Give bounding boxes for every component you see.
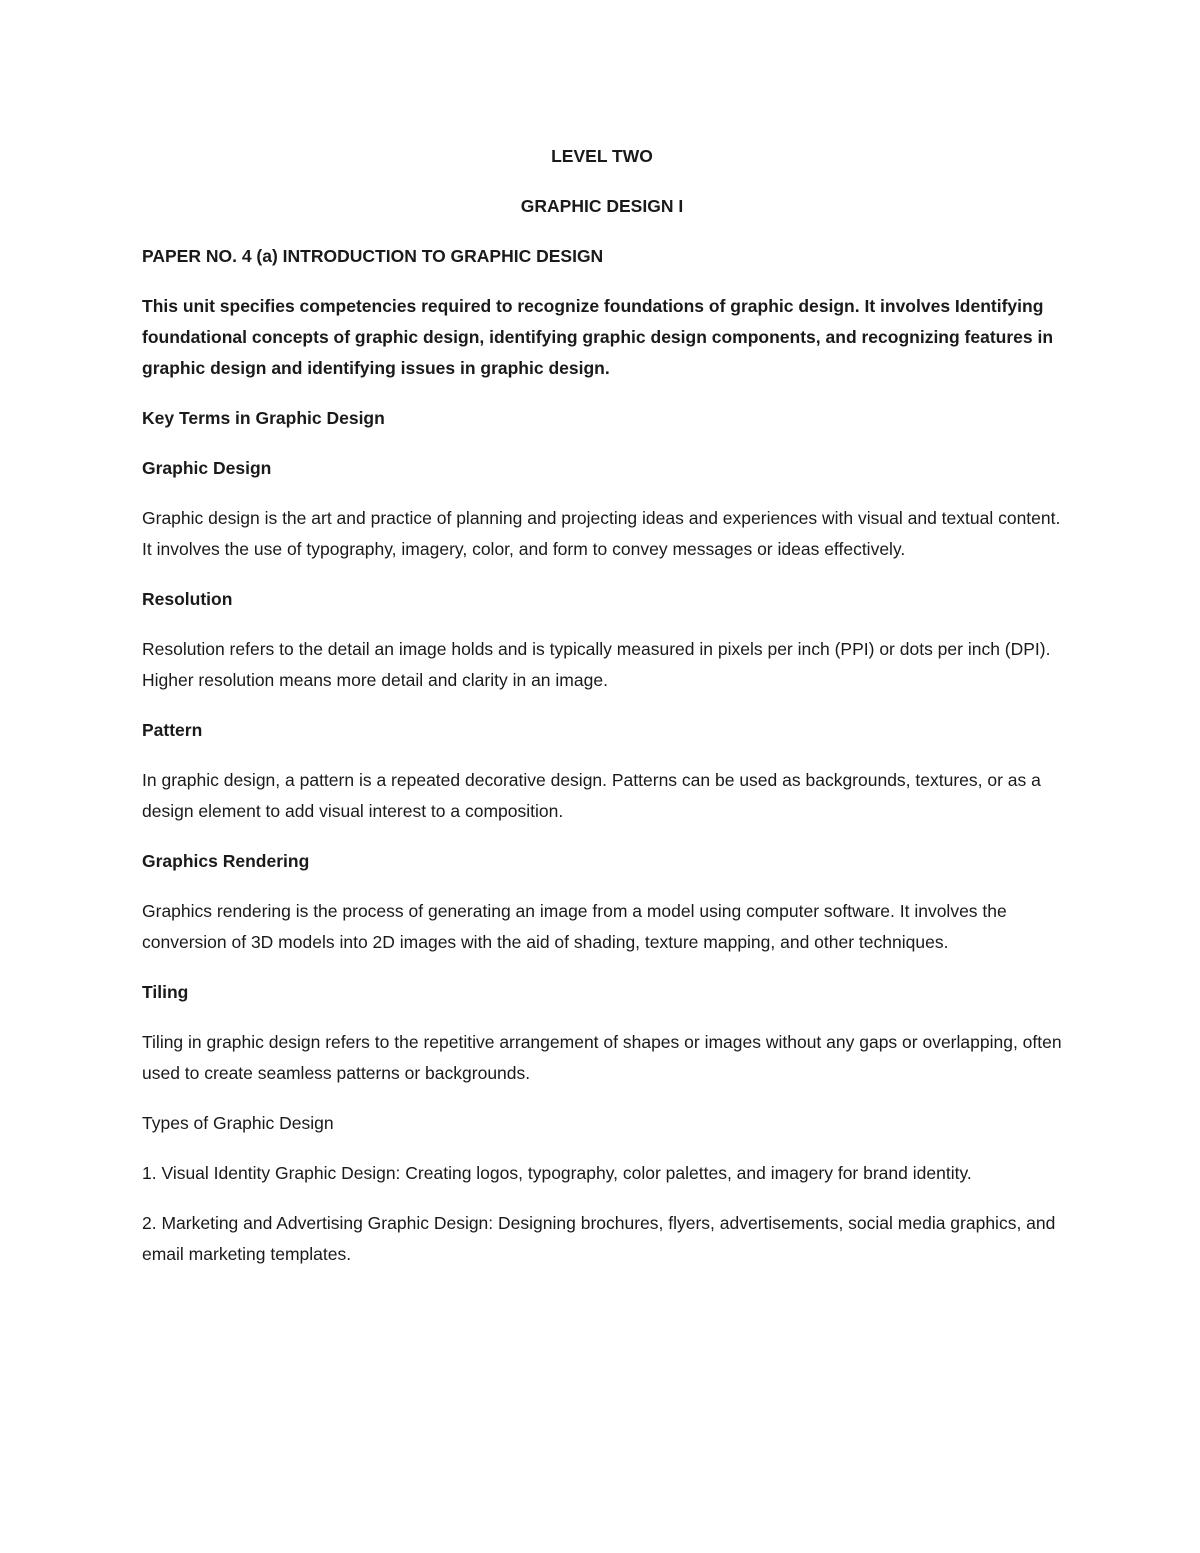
term-text-graphic-design: Graphic design is the art and practice of planning and projecting ideas and experiences with visual and textual content. It involves the use of typography, imagery, color, and form to convey messages or ideas effectively. bbox=[142, 508, 1061, 559]
term-title-graphics-rendering: Graphics Rendering bbox=[142, 851, 310, 871]
document-body bbox=[142, 141, 1062, 1289]
term-text-pattern: In graphic design, a pattern is a repeated decorative design. Patterns can be used as backgrounds, textures, or as a design element to add visual interest to a composition. bbox=[142, 770, 1041, 821]
term-title-graphic-design: Graphic Design bbox=[142, 458, 272, 478]
term-text-tiling: Tiling in graphic design refers to the repetitive arrangement of shapes or images without any gaps or overlapping, often used to create seamless patterns or backgrounds. bbox=[142, 1032, 1062, 1083]
term-title-tiling: Tiling bbox=[142, 982, 189, 1002]
type-item-visual-identity: 1. Visual Identity Graphic Design: Creating logos, typography, color palettes, and imagery for brand identity. bbox=[142, 1163, 972, 1183]
term-title-resolution: Resolution bbox=[142, 589, 233, 609]
course-heading: GRAPHIC DESIGN I bbox=[520, 196, 684, 216]
types-heading: Types of Graphic Design bbox=[142, 1113, 334, 1133]
level-heading: LEVEL TWO bbox=[551, 146, 653, 166]
paper-heading: PAPER NO. 4 (a) INTRODUCTION TO GRAPHIC DESIGN bbox=[142, 246, 604, 266]
term-title-pattern: Pattern bbox=[142, 720, 203, 740]
term-text-resolution: Resolution refers to the detail an image holds and is typically measured in pixels per inch (PPI) or dots per inch (DPI). Higher resolution means more detail and clarity in an image. bbox=[142, 639, 1051, 690]
term-text-graphics-rendering: Graphics rendering is the process of generating an image from a model using computer software. It involves the conversion of 3D models into 2D images with the aid of shading, texture mapping, and other techniques. bbox=[142, 901, 1007, 952]
key-terms-heading: Key Terms in Graphic Design bbox=[142, 408, 385, 428]
type-item-marketing: 2. Marketing and Advertising Graphic Design: Designing brochures, flyers, advertisements, social media graphics, and email marketing templates. bbox=[142, 1213, 1056, 1264]
intro-paragraph: This unit specifies competencies required to recognize foundations of graphic design. It involves Identifying foundational concepts of graphic design, identifying graphic design components, and recognizing features in graphic design and identifying issues in graphic design. bbox=[142, 296, 1054, 378]
